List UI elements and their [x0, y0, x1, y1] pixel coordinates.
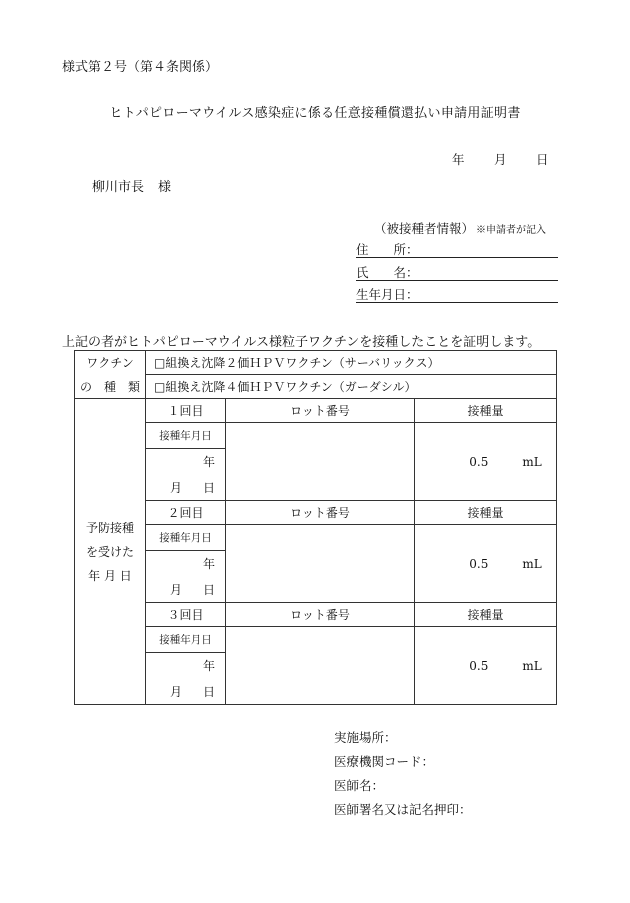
dose-2-lot-input[interactable]	[226, 525, 415, 603]
document-title: ヒトパピローマウイルス感染症に係る任意接種償還払い申請用証明書	[109, 106, 521, 121]
dose-1-date-label: 接種年月日	[146, 423, 226, 449]
dose-1-day-label: 日	[202, 480, 215, 495]
dose-2-year-cell[interactable]	[146, 551, 226, 577]
addressee-honorific: 様	[158, 180, 172, 195]
facility-field[interactable]: 実施場所：	[334, 730, 397, 745]
dose-2-amount-header: 接種量	[415, 501, 557, 525]
recipient-info-title: （被接種者情報）	[374, 221, 475, 236]
address-label: 住 所：	[356, 242, 419, 257]
dose-3-month-label: 月	[170, 684, 183, 699]
dose-1-amount-value: 0.5	[469, 454, 489, 469]
dose-3-day-label: 日	[202, 684, 215, 699]
dose-3-year-label: 年	[202, 659, 215, 674]
addressee	[92, 176, 171, 195]
dose-3-lot-header: ロット番号	[226, 603, 415, 627]
recipient-info-heading	[374, 219, 546, 237]
dose-3-amount-header: 接種量	[415, 603, 557, 627]
doctor-signature-field[interactable]: 医師署名又は記名押印：	[334, 802, 472, 817]
institution-code-field[interactable]: 医療機関コード：	[334, 754, 435, 769]
dose-2-round: ２回目	[146, 501, 226, 525]
doctor-name-field[interactable]: 医師名：	[334, 778, 385, 793]
dose-3-amount-unit: mL	[522, 658, 542, 673]
dose-1-lot-input[interactable]	[226, 423, 415, 501]
dose-1-amount	[415, 423, 557, 501]
dose-3-year-cell[interactable]	[146, 653, 226, 679]
vaccine-type-label-bottom: の 種 類	[75, 375, 146, 399]
dose-2-date-label: 接種年月日	[146, 525, 226, 551]
dose-3-monthday-cell[interactable]	[146, 679, 226, 705]
vaccination-dates-line3: 年 月 日	[88, 568, 132, 583]
dose-3-date-label: 接種年月日	[146, 627, 226, 653]
dose-1-monthday-cell[interactable]	[146, 475, 226, 501]
dose-3-amount	[415, 627, 557, 705]
dose-1-round: １回目	[146, 399, 226, 423]
vaccination-dates-label	[75, 399, 146, 705]
dose-3-round: ３回目	[146, 603, 226, 627]
form-number: 様式第２号（第４条関係）	[62, 60, 219, 75]
dose-2-year-label: 年	[202, 557, 215, 572]
dose-1-year-label: 年	[202, 455, 215, 470]
dose-2-amount-value: 0.5	[469, 556, 489, 571]
vaccine-option-bivalent[interactable]: □組換え沈降２価ＨＰＶワクチン（サーバリックス）	[146, 351, 557, 375]
vaccination-table	[74, 350, 557, 705]
date-year-label: 年	[452, 152, 465, 167]
vaccine-option-quadrivalent[interactable]: □組換え沈降４価ＨＰＶワクチン（ガーダシル）	[146, 375, 557, 399]
vaccination-dates-line2: を受けた	[85, 544, 134, 559]
vaccine-type-label-top: ワクチン	[75, 351, 146, 375]
addressee-name: 柳川市長	[92, 180, 145, 195]
dose-2-day-label: 日	[202, 582, 215, 597]
dose-3-lot-input[interactable]	[226, 627, 415, 705]
address-field[interactable]	[356, 240, 558, 258]
birthdate-field[interactable]	[356, 285, 558, 303]
dose-1-month-label: 月	[170, 480, 183, 495]
recipient-info-note: ※申請者が記入	[476, 225, 547, 236]
dose-3-amount-value: 0.5	[469, 658, 489, 673]
dose-1-amount-header: 接種量	[415, 399, 557, 423]
name-field[interactable]	[356, 263, 558, 281]
name-label: 氏 名：	[356, 265, 419, 280]
date-day-label: 日	[536, 152, 549, 167]
dose-2-monthday-cell[interactable]	[146, 577, 226, 603]
dose-2-month-label: 月	[170, 582, 183, 597]
dose-2-amount-unit: mL	[522, 556, 542, 571]
dose-2-amount	[415, 525, 557, 603]
dose-1-year-cell[interactable]	[146, 449, 226, 475]
vaccination-dates-line1: 予防接種	[85, 520, 134, 535]
dose-2-lot-header: ロット番号	[226, 501, 415, 525]
dose-1-amount-unit: mL	[522, 454, 542, 469]
birthdate-label: 生年月日：	[356, 287, 419, 302]
date-month-label: 月	[494, 152, 507, 167]
certification-text: 上記の者がヒトパピローマウイルス様粒子ワクチンを接種したことを証明します。	[62, 335, 541, 350]
dose-1-lot-header: ロット番号	[226, 399, 415, 423]
